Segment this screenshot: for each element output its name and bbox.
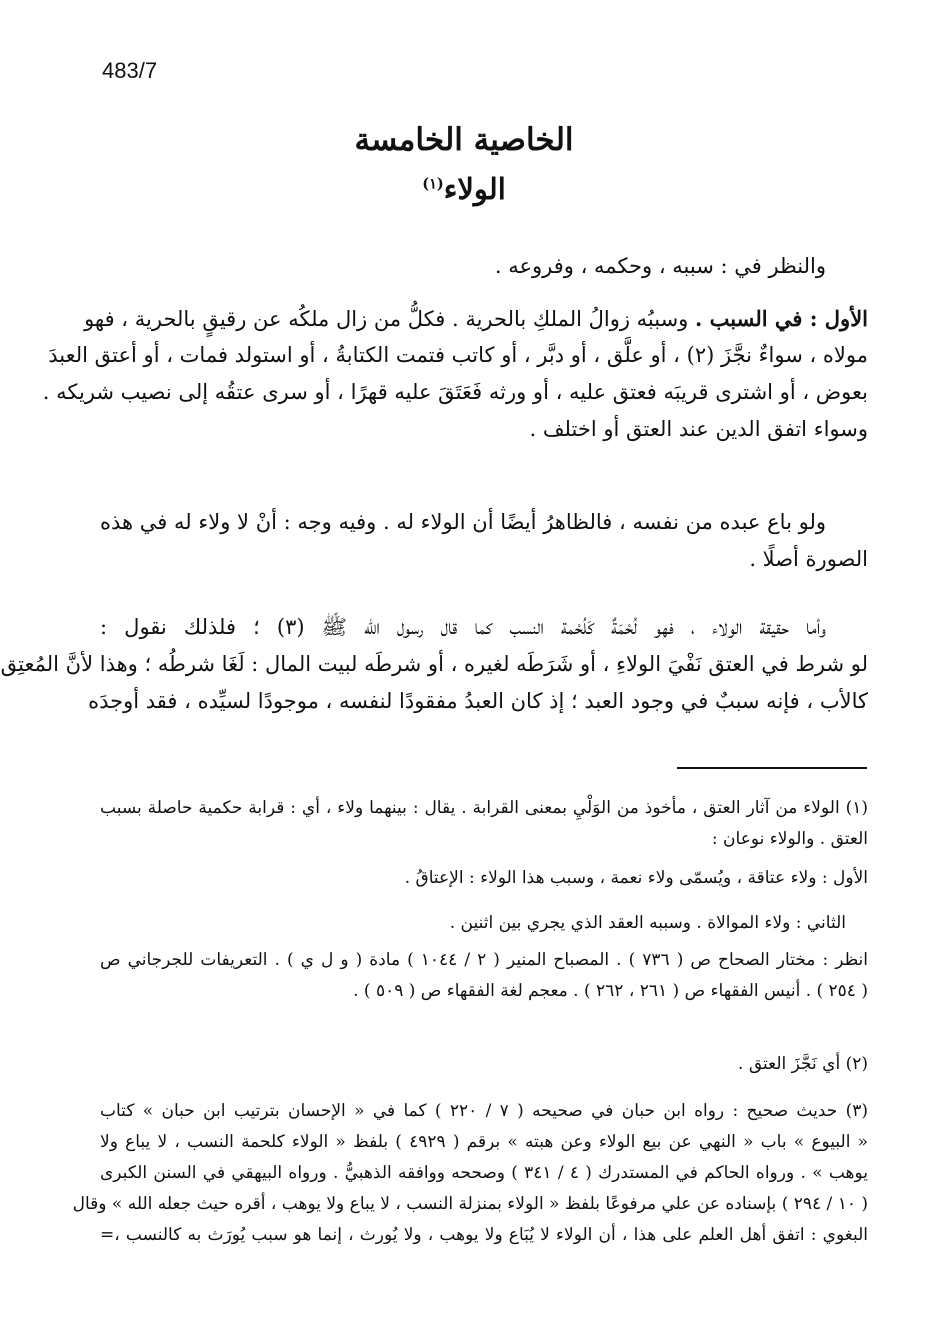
text-line: مولاه ، سواءٌ نجَّزَ (٢) ، أو علَّق ، أو دبَّر ، أو كاتب فتمت الكتابةُ ، أو استولد فمات ، أو أعتق العبدَ xyxy=(48,343,868,367)
footnote-line: العتق . والولاء نوعان : xyxy=(711,829,868,849)
text-line: ولو باع عبده من نفسه ، فالظاهرُ أيضًا أن الولاء له . وفيه وجه : أنْ لا ولاء له في هذه xyxy=(100,510,826,534)
footnote-line: ( ٢٥٤ ) . أنيس الفقهاء ص ( ٢٦١ ، ٢٦٢ ) . معجم لغة الفقهاء ص ( ٥٠٩ ) . xyxy=(353,981,868,1001)
footnote-3 xyxy=(72,1096,868,1251)
intro-paragraph xyxy=(100,248,868,285)
footnote-line: انظر : مختار الصحاح ص ( ٧٣٦ ) . المصباح المنير ( ٢ / ١٠٤٤ ) مادة ( و ل ي ) . التعريفات للجرجاني ص xyxy=(100,950,868,970)
footnote-ref-1: (١) xyxy=(422,175,444,193)
text-line: والنظر في : سببه ، وحكمه ، وفروعه . xyxy=(494,254,826,278)
text-line: لو شرط في العتق نَفْيَ الولاءِ ، أو شَرَطَه لغيره ، أو شرطَه لبيت المال : لَغَا شرطُه ؛ وهذا لأنَّ المُعتِق xyxy=(0,652,868,676)
footnote-separator xyxy=(677,767,867,769)
section-title xyxy=(0,172,928,206)
footnote-1 xyxy=(100,793,868,1007)
text-line xyxy=(84,300,868,337)
footnote-line: (٣) حديث صحيح : رواه ابن حبان في صحيحه ( ٧ / ٢٢٠ ) كما في « الإحسان بترتيب ابن حبان » كتاب xyxy=(100,1101,868,1121)
section-title-text: الولاء xyxy=(443,172,506,206)
sale-to-self-paragraph xyxy=(100,504,868,578)
footnote-line: (٢) أي نَجَّزَ العتق . xyxy=(738,1054,868,1074)
footnote-line: يوهب » . ورواه الحاكم في المستدرك ( ٤ / ٣٤١ ) وصححه ووافقه الذهبيُّ . ورواه البيهقي في السنن الكبرى xyxy=(100,1163,868,1183)
footnote-2 xyxy=(100,1049,868,1080)
section-cause-paragraph xyxy=(42,300,868,448)
footnote-line: « البيوع » باب « النهي عن بيع الولاء وعن هبته » برقم ( ٤٩٢٩ ) بلفظ « الولاء كلحمة النسب ، لا يباع ولا xyxy=(100,1132,868,1152)
text-line: وسواء اتفق الدين عند العتق أو اختلف . xyxy=(529,417,868,441)
footnote-line: ( ١٠ / ٢٩٤ ) بإسناده عن علي مرفوعًا بلفظ « الولاء بمنزلة النسب ، لا يباع ولا يوهب ، أقره حيث جعله الله » وقال xyxy=(72,1194,868,1214)
chapter-title: الخاصية الخامسة xyxy=(354,122,574,158)
section-term: الأول : في السبب . xyxy=(695,306,868,331)
footnote-line: الأول : ولاء عتاقة ، ويُسمّى ولاء نعمة ، وسبب هذا الولاء : الإعتاقُ . xyxy=(404,868,868,888)
footnote-line: (١) الولاء من آثار العتق ، مأخوذ من الوَلْيِ بمعنى القرابة . يقال : بينهما ولاء ، أي : قرابة حكمية حاصلة بسبب xyxy=(100,798,868,818)
text-line: كالأب ، فإنه سببٌ في وجود العبد ؛ إذ كان العبدُ مفقودًا لنفسه ، موجودًا لسيِّده ، فقد أوجدَه xyxy=(88,689,868,713)
text-line: وأما حقيقة الولاء ، فهو لُحْمَةٌ كَلُحْمة النسب كما قال رسول الله ﷺ (٣) ؛ فلذلك نقول : xyxy=(100,615,826,639)
footnote-line: البغوي : اتفق أهل العلم على هذا ، أن الولاء لا يُبَاع ولا يوهب ، ولا يُورث ، إنما هو سبب يُورَث به كالنسب ،= xyxy=(100,1225,868,1245)
section-text: وسببُه زوالُ الملكِ بالحرية . فكلُّ من زال ملكُه عن رقيقٍ بالحرية ، فهو xyxy=(84,307,689,331)
text-line: الصورة أصلًا . xyxy=(749,547,868,571)
wala-nature-paragraph xyxy=(0,609,868,720)
page-number: 483/7 xyxy=(102,58,158,83)
footnote-line: الثاني : ولاء الموالاة . وسببه العقد الذي يجري بين اثنين . xyxy=(449,913,846,933)
text-line: بعوض ، أو اشترى قريبَه فعتق عليه ، أو ورثه فَعَتَقَ عليه قهرًا ، أو سرى عتقُه إلى نصيب شريكه . xyxy=(42,380,868,404)
